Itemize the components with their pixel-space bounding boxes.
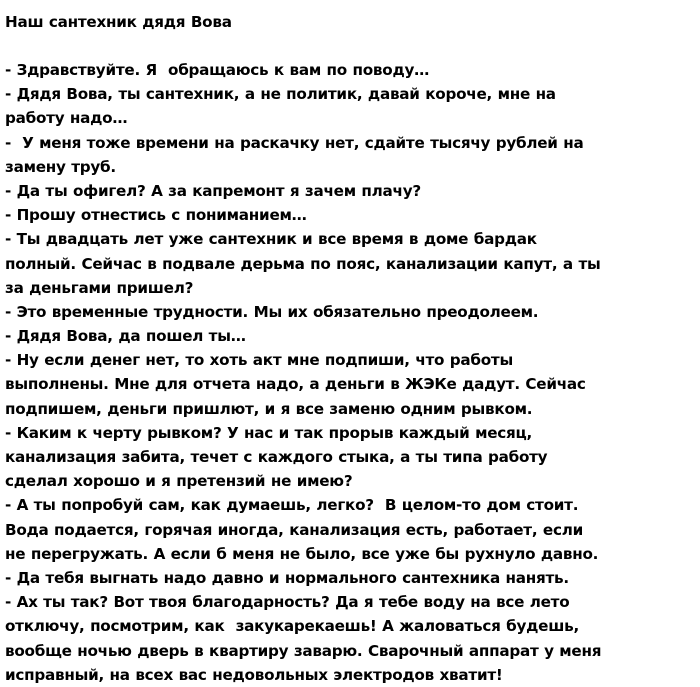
text-line: - Дядя Вова, ты сантехник, а не политик, давай короче, мне на bbox=[5, 85, 556, 104]
text-line: замену труб. bbox=[5, 157, 116, 176]
blank-line bbox=[5, 34, 695, 58]
text-line: вообще ночью дверь в квартиру заварю. Сварочный аппарат у меня bbox=[5, 641, 602, 660]
text-line: - Ну если денег нет, то хоть акт мне подпиши, что работы bbox=[5, 351, 513, 370]
text-line: - Ты двадцать лет уже сантехник и все время в доме бардак bbox=[5, 230, 537, 249]
text-line: работу надо… bbox=[5, 109, 128, 128]
text-line: - Ах ты так? Вот твоя благодарность? Да я тебе воду на все лето bbox=[5, 593, 570, 612]
text-line: - А ты попробуй сам, как думаешь, легко? В целом-то дом стоит. bbox=[5, 496, 579, 515]
text-line: Вода подается, горячая иногда, канализация есть, работает, если bbox=[5, 520, 583, 539]
text-line: исправный, на всех вас недовольных электродов хватит! bbox=[5, 665, 503, 684]
document bbox=[5, 4, 695, 687]
text-line: - Каким к черту рывком? У нас и так прорыв каждый месяц, bbox=[5, 423, 533, 442]
text-line: подпишем, деньги пришлют, и я все заменю одним рывком. bbox=[5, 399, 533, 418]
document-title: Наш сантехник дядя Вова bbox=[5, 13, 232, 31]
text-line: полный. Сейчас в подвале дерьма по пояс, канализации капут, а ты bbox=[5, 254, 601, 273]
text-line: сделал хорошо и я претензий не имею? bbox=[5, 472, 353, 491]
text-line: - Да тебя выгнать надо давно и нормального сантехника нанять. bbox=[5, 568, 569, 587]
text-line: - Здравствуйте. Я обращаюсь к вам по поводу… bbox=[5, 61, 430, 79]
text-line: за деньгами пришел? bbox=[5, 278, 194, 297]
text-line: - У меня тоже времени на раскачку нет, сдайте тысячу рублей на bbox=[5, 133, 584, 152]
text-line: - Да ты офигел? А за капремонт я зачем плачу? bbox=[5, 181, 421, 200]
text-line: отключу, посмотрим, как закукарекаешь! А жаловаться будешь, bbox=[5, 617, 579, 636]
text-line: канализация забита, течет с каждого стыка, а ты типа работу bbox=[5, 448, 548, 466]
text-line: - Это временные трудности. Мы их обязательно преодолеем. bbox=[5, 302, 539, 321]
text-line: - Прошу отнестись с пониманием… bbox=[5, 206, 307, 225]
text-line: не перегружать. А если б меня не было, все уже бы рухнуло давно. bbox=[5, 544, 599, 563]
text-line: - Дядя Вова, да пошел ты… bbox=[5, 327, 246, 346]
text-line: выполнены. Мне для отчета надо, а деньги в ЖЭКе дадут. Сейчас bbox=[5, 375, 586, 394]
